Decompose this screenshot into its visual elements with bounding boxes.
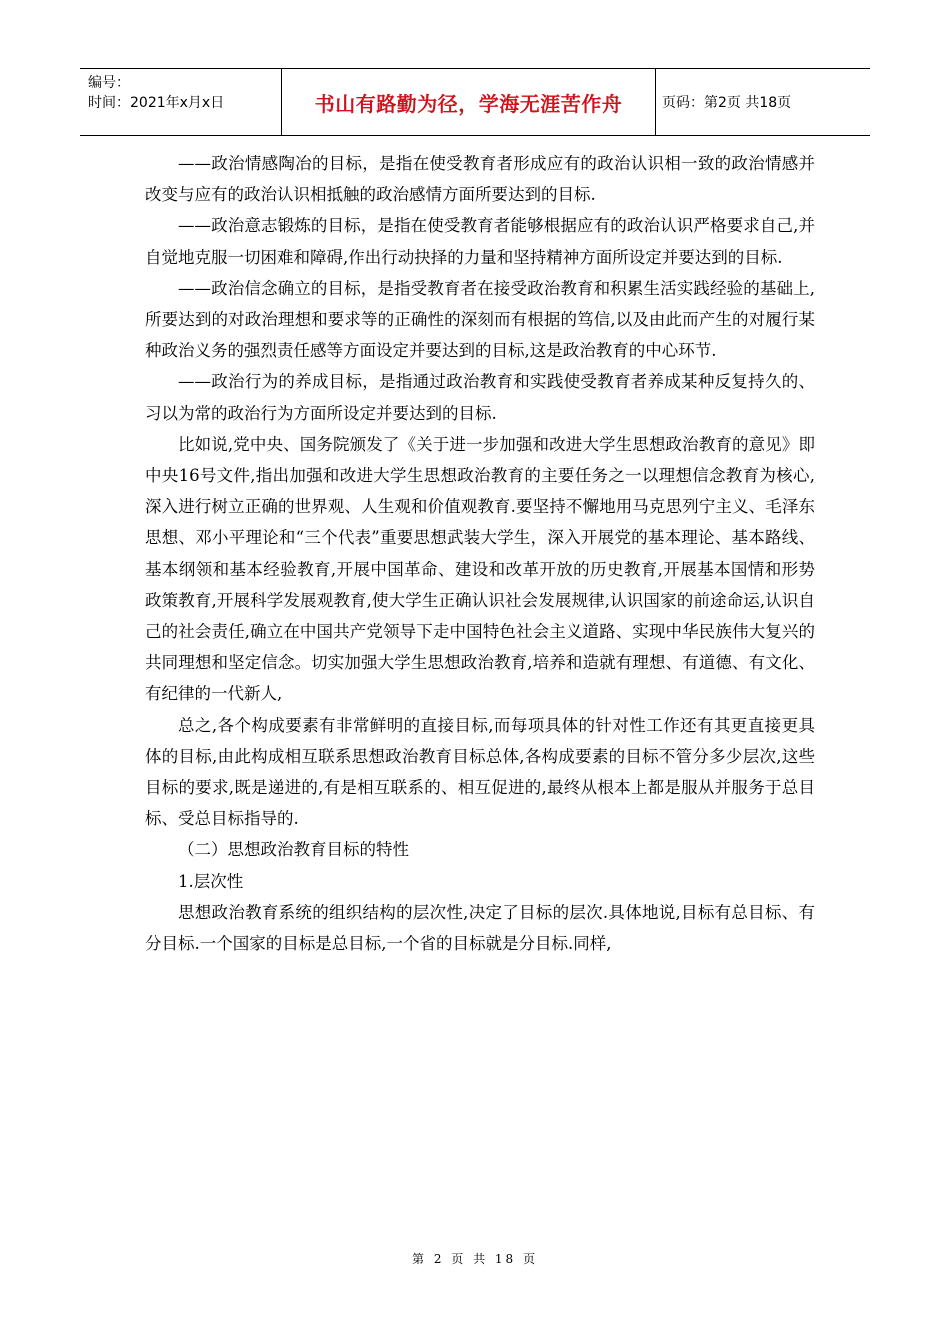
document-body xyxy=(145,148,815,959)
paragraph: 思想政治教育系统的组织结构的层次性,决定了目标的层次.具体地说,目标有总目标、有分目标.一个国家的目标是总目标,一个省的目标就是分目标.同样, xyxy=(145,902,815,954)
subsection-heading: 1.层次性 xyxy=(178,871,244,891)
header-motto: 书山有路勤为径，学海无涯苦作舟 xyxy=(282,69,656,135)
document-header xyxy=(80,68,870,136)
paragraph: 总之,各个构成要素有非常鲜明的直接目标,而每项具体的针对性工作还有其更直接更具体的目标,由此构成相互联系思想政治教育目标总体,各构成要素的目标不管分多少层次,这些目标的要求,既是递进的,有是相互联系的、相互促进的,最终从根本上都是服从并服务于总目标、受总目标指导的. xyxy=(145,715,815,829)
section-heading: （二）思想政治教育目标的特性 xyxy=(178,840,409,860)
header-meta-cell xyxy=(80,69,282,135)
page-footer: 第 2 页 共 18 页 xyxy=(412,1252,538,1266)
document-time-label: 时间：2021年x月x日 xyxy=(88,95,225,111)
paragraph: 比如说,党中央、国务院颁发了《关于进一步加强和改进大学生思想政治教育的意见》即中央16号文件,指出加强和改进大学生思想政治教育的主要任务之一以理想信念教育为核心,深入进行树立正确的世界观、人生观和价值观教育.要坚持不懈地用马克思列宁主义、毛泽东思想、邓小平理论和“三个代表”重要思想武装大学生，深入开展党的基本理论、基本路线、基本纲领和基本经验教育,开展中国革命、建设和改革开放的历史教育,开展基本国情和形势政策教育,开展科学发展观教育,使大学生正确认识社会发展规律,认识国家的前途命运,认识自己的社会责任,确立在中国共产党领导下走中国特色社会主义道路、实现中华民族伟大复兴的共同理想和坚定信念。切实加强大学生思想政治教育,培养和造就有理想、有道德、有文化、有纪律的一代新人, xyxy=(145,434,815,704)
paragraph: ——政治意志锻炼的目标，是指在使受教育者能够根据应有的政治认识严格要求自己,并自觉地克服一切困难和障碍,作出行动抉择的力量和坚持精神方面所设定并要达到的目标. xyxy=(145,216,815,267)
header-page-code: 页码：第2页 共18页 xyxy=(662,95,792,111)
paragraph: ——政治情感陶冶的目标，是指在使受教育者形成应有的政治认识相一致的政治情感并改变与应有的政治认识相抵触的政治感情方面所要达到的目标. xyxy=(145,154,815,205)
paragraph: ——政治行为的养成目标，是指通过政治教育和实践使受教育者养成某种反复持久的、习以为常的政治行为方面所设定并要达到的目标. xyxy=(145,372,815,423)
paragraph: ——政治信念确立的目标，是指受教育者在接受政治教育和积累生活实践经验的基础上,所要达到的对政治理想和要求等的正确性的深刻而有根据的笃信,以及由此而产生的对履行某种政治义务的强烈责任感等方面设定并要达到的目标,这是政治教育的中心环节. xyxy=(145,278,815,361)
document-number-label: 编号： xyxy=(88,75,130,91)
